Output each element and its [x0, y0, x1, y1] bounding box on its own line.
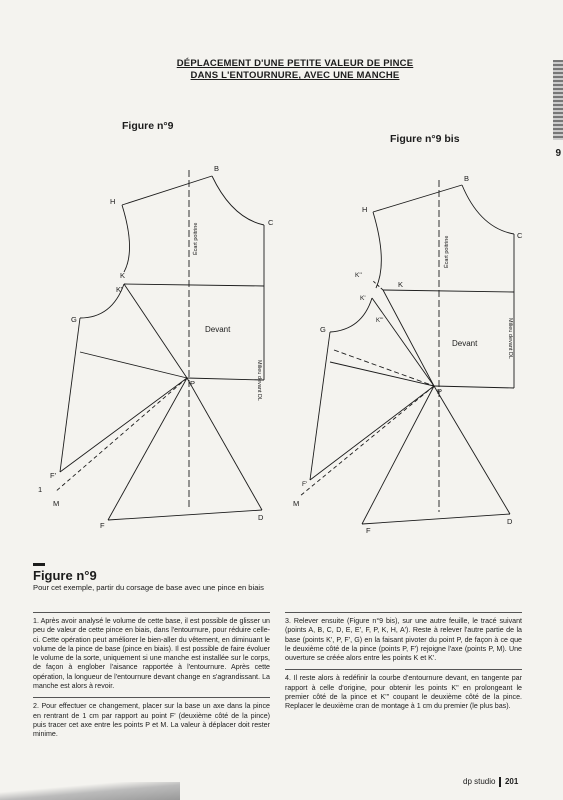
- fig9bis-ecart-label: Écart poitrine: [444, 235, 450, 268]
- step-1: 1. Après avoir analysé le volume de cette base, il est possible de glisser un peu de valeur de cette pince en biais, dans l'entournure, pour réduire celle-ci. Cette opération peut améliorer le bien-aller du vêtement, en diminuant le volume de la pince de base (pince en biais). Il est possible de faire évoluer le volume de la sorte, uniquement si une manche est installée sur le corps, de façon à englober l'aisance rapportée à l'entournure. Après cette opération, la longueur de l'entournure devant change en s'agrandissant. La manche est alors à revoir.: [33, 612, 270, 691]
- fig9bis-point-kp: K': [360, 295, 366, 302]
- dart-extension: [372, 280, 383, 290]
- fig9-point-g: G: [71, 315, 77, 324]
- hem-right: [434, 386, 514, 388]
- figure-9bis-label: Figure n°9 bis: [390, 133, 460, 145]
- armhole-to-p: [124, 284, 187, 378]
- step-2: 2. Pour effectuer ce changement, placer sur la base un axe dans la pince en rentrant de 1 cm par rapport au point F' (deuxième côté de la pince) puis tracer cet axe entre les points P et M. La valeur à déplacer doit rester minime.: [33, 697, 270, 739]
- dart-line-fp: [108, 378, 187, 520]
- fig9bis-point-d: D: [507, 517, 513, 526]
- armhole-kprime-to-p: [372, 298, 434, 386]
- waist-line: [362, 514, 510, 524]
- waist-line: [108, 510, 262, 520]
- side-seam: [310, 332, 330, 480]
- old-bust-line: [334, 350, 434, 386]
- bust-line: [80, 352, 187, 378]
- fig9-devant-label: Devant: [205, 325, 231, 334]
- fig9-point-kprime: K': [116, 285, 123, 294]
- fig9bis-point-b: B: [464, 174, 470, 183]
- step-4: 4. Il reste alors à redéfinir la courbe d'entournure devant, en tangente par rapport à celle d'origine, pour obtenir les points K'' en prolongeant le premier côté de la pince et K''' coupant le deuxième côté de la pince. Replacer le deuxième cran de montage à 1 cm du premier (le plus bas).: [285, 669, 522, 711]
- chest-line: [383, 290, 514, 292]
- step-3: 3. Relever ensuite (Figure n°9 bis), sur une autre feuille, le tracé suivant (points A, B, C, D, E, E', F, P, K, H, A'). Reste à relever l'autre partie de la base (points K', P, F', G) en la faisant pivoter du point P, de façon à ce que le deuxième côté de la pince (points P, F') rejoigne l'axe (points P, M). Une ouverture se créée alors entre les points K et K'.: [285, 612, 522, 663]
- fig9-point-b: B: [214, 164, 220, 173]
- fig9bis-milieu-label: Milieu devant DL: [507, 318, 513, 359]
- fig9bis-point-k: K: [398, 280, 404, 289]
- fig9-milieu-label: Milieu devant DL: [256, 360, 262, 401]
- fig9bis-point-kppp: K''': [376, 318, 384, 324]
- text-column-left: [33, 612, 270, 746]
- title-line-2: DANS L'ENTOURNURE, AVEC UNE MANCHE: [190, 70, 400, 81]
- dart-line-pf-rotated: [310, 386, 434, 480]
- page-curl-shadow: [0, 782, 180, 800]
- page-footer: [463, 777, 518, 787]
- footer-brand: dp studio: [463, 777, 496, 787]
- pivot-axis: [55, 378, 187, 492]
- fig9-point-fprime: F': [50, 471, 57, 480]
- fig9bis-point-fprime: F': [302, 481, 308, 488]
- fig9bis-point-h: H: [362, 205, 368, 214]
- fig9-point-p: P: [190, 379, 196, 388]
- shoulder-line: [122, 176, 212, 205]
- dart-line-fp: [362, 386, 434, 524]
- shoulder-line: [373, 185, 462, 212]
- fig9-point-c: C: [268, 218, 274, 227]
- armhole-upper: [122, 205, 130, 272]
- fig9-point-d: D: [258, 513, 264, 522]
- fig9bis-point-kpp: K'': [355, 272, 362, 279]
- title-line-1: DÉPLACEMENT D'UNE PETITE VALEUR DE PINCE: [176, 58, 414, 69]
- side-tab-stripes: [553, 60, 563, 140]
- fig9bis-devant-label: Devant: [452, 339, 478, 348]
- armhole-lower: [330, 298, 372, 332]
- figure-9-label: Figure n°9: [122, 120, 174, 132]
- fig9-point-m: M: [53, 499, 60, 508]
- fig9bis-point-m: M: [293, 499, 300, 508]
- fig9bis-point-c: C: [517, 231, 523, 240]
- side-seam: [60, 318, 80, 472]
- text-column-right: [285, 612, 522, 718]
- page-number: 201: [504, 777, 519, 787]
- figure-9-labels: [38, 164, 274, 530]
- dart-line-fprime: [60, 378, 187, 472]
- fig9-point-k: K: [120, 271, 126, 280]
- fig9-mark-one: 1: [38, 485, 43, 494]
- bust-line: [330, 362, 434, 386]
- dart-line-pd: [187, 378, 262, 510]
- neckline-curve: [462, 185, 514, 234]
- caption-title: Figure n°9: [33, 568, 97, 583]
- neckline-curve: [212, 176, 264, 225]
- caption-text: Pour cet exemple, partir du corsage de base avec une pince en biais: [33, 583, 264, 592]
- caption-bar: [33, 563, 45, 566]
- fig9bis-point-g: G: [320, 325, 326, 334]
- footer-separator: [499, 777, 501, 787]
- figure-9bis-labels: [293, 174, 523, 535]
- hem-right: [187, 378, 264, 380]
- figure-9bis-diagram: [300, 180, 514, 524]
- side-tab-mark: 9: [555, 148, 561, 159]
- fig9-point-h: H: [110, 197, 116, 206]
- fig9-point-f: F: [100, 521, 105, 530]
- dart-line-pd: [434, 386, 510, 514]
- fig9-ecart-label: Écart poitrine: [193, 222, 199, 255]
- armhole-k-to-p: [383, 290, 434, 386]
- chest-line: [124, 284, 264, 286]
- fig9bis-point-p: P: [437, 387, 443, 396]
- fig9bis-point-f: F: [366, 526, 371, 535]
- armhole-upper: [373, 212, 381, 288]
- figure-9-diagram: [55, 170, 264, 520]
